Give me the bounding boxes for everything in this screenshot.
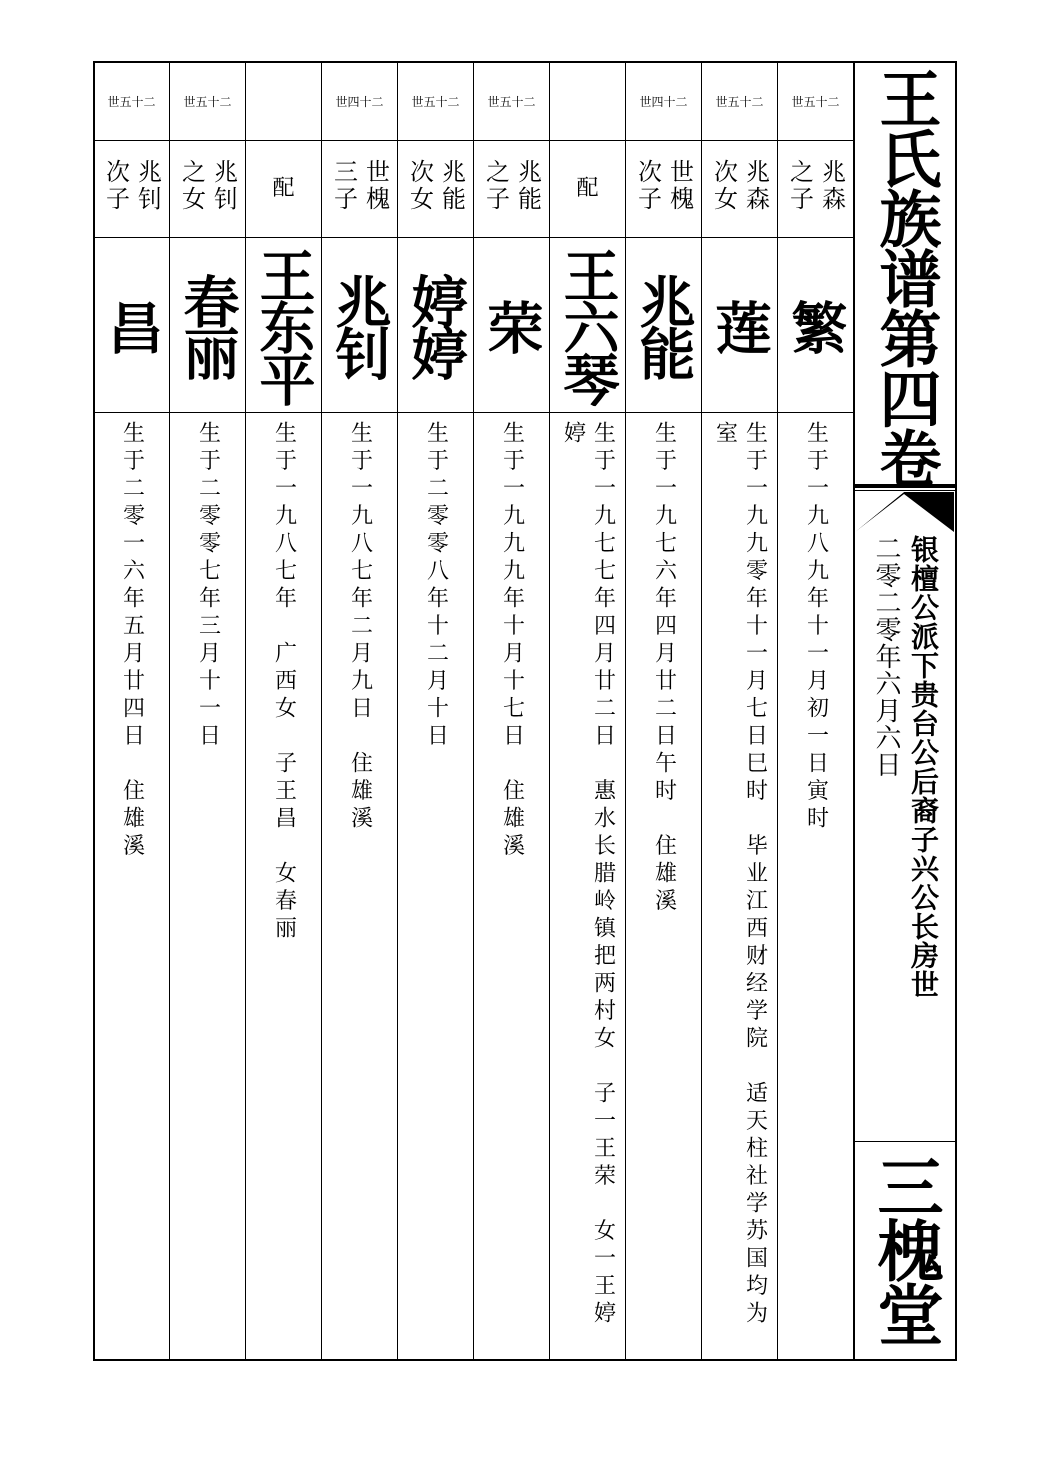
person-name: 婷婷 [402,273,469,377]
biography-text: 生于一九八七年 广西女 子王昌 女春丽 [271,421,297,944]
title-rule-thin [855,490,955,491]
generation-cell [778,63,853,141]
generation-cell [94,63,169,141]
biography-cell [170,413,245,1359]
person-name: 昌 [98,299,165,351]
relation-cell [246,141,321,238]
person-name-cell [702,238,777,413]
generation-label: 二十五世 [791,95,840,109]
parent-name: 兆钊 [209,159,238,213]
relation-cell [702,141,777,238]
generation-cell [398,63,473,141]
person-name: 春丽 [174,273,241,377]
biography-cell [778,413,853,1359]
relation-label: 次子 [101,159,130,213]
entry-column [322,63,398,1359]
entry-column [94,63,170,1359]
biography-cell [398,413,473,1359]
parent-name: 兆能 [513,159,542,213]
biography-text: 生于一九九零年十一月七日巳时 毕业江西财经学院 适天柱社学苏国均为 [742,421,768,1329]
person-name-cell [170,238,245,413]
generation-label: 二十五世 [107,95,156,109]
subtitle-block [855,535,955,999]
biography-cell [550,413,625,1359]
generation-label: 二十五世 [715,95,764,109]
biography-cell [246,413,321,1359]
relation-label: 配 [272,176,295,201]
relation-cell [626,141,701,238]
entry-column [246,63,322,1359]
relation-cell [170,141,245,238]
relation-label: 之子 [481,159,510,213]
biography-text: 生于二零零八年十二月十日 [423,421,449,751]
entry-column [474,63,550,1359]
parent-name: 兆森 [817,159,846,213]
generation-label: 二十五世 [183,95,232,109]
chevron-ornament [855,492,954,532]
book-title: 王氏族谱第四卷 [869,67,942,487]
person-name: 繁 [782,299,849,351]
biography-text: 室 [712,421,738,449]
biography-cell [94,413,169,1359]
hall-rule [855,1141,955,1142]
generation-cell [246,63,321,141]
parent-name: 兆能 [437,159,466,213]
relation-label: 次子 [633,159,662,213]
relation-cell [474,141,549,238]
generation-cell [322,63,397,141]
biography-text: 生于二零一六年五月廿四日 住雄溪 [119,421,145,861]
parent-name: 世槐 [665,159,694,213]
title-panel [854,63,955,1359]
generation-label: 二十五世 [411,95,460,109]
relation-label: 之女 [177,159,206,213]
biography-text: 生于一九八七年二月九日 住雄溪 [347,421,373,834]
entry-column [398,63,474,1359]
relation-label: 配 [576,176,599,201]
person-name: 莲 [706,299,773,351]
person-name-cell [550,238,625,413]
entry-column [550,63,626,1359]
entry-column [778,63,854,1359]
biography-text: 生于一九七七年四月廿二日 惠水长腊岭镇把两村女 子一王荣 女一王婷 [590,421,616,1329]
biography-text: 生于一九八九年十一月初一日寅时 [803,421,829,834]
generation-label: 二十四世 [639,95,688,109]
relation-cell [550,141,625,238]
generation-cell [170,63,245,141]
entry-column [626,63,702,1359]
relation-cell [398,141,473,238]
relation-label: 次女 [405,159,434,213]
hall-name: 三槐堂 [866,1153,944,1345]
person-name: 兆能 [630,273,697,377]
person-name-cell [94,238,169,413]
relation-label: 三子 [329,159,358,213]
person-name-cell [322,238,397,413]
parent-name: 兆钊 [133,159,162,213]
generation-cell [626,63,701,141]
relation-label: 之子 [785,159,814,213]
biography-text: 生于二零零七年三月十一日 [195,421,221,751]
generation-cell [474,63,549,141]
biography-text: 婷 [560,421,586,449]
genealogy-page [93,61,957,1361]
relation-cell [94,141,169,238]
parent-name: 世槐 [361,159,390,213]
biography-cell [702,413,777,1359]
person-name: 王六琴 [554,247,621,403]
biography-cell [626,413,701,1359]
generation-cell [702,63,777,141]
relation-label: 次女 [709,159,738,213]
generation-cell [550,63,625,141]
person-name-cell [778,238,853,413]
person-name-cell [246,238,321,413]
biography-text: 生于一九九九年十月十七日 住雄溪 [499,421,525,861]
lineage-subtitle: 银檀公派下贵台公后裔子兴公长房世 [907,535,940,999]
biography-text: 生于一九七六年四月廿二日午时 住雄溪 [651,421,677,916]
entry-column [170,63,246,1359]
generation-label: 二十五世 [487,95,536,109]
person-name: 兆钊 [326,273,393,377]
person-name-cell [474,238,549,413]
person-name: 王东平 [250,247,317,403]
compile-date: 二零二零年六月六日 [871,535,901,778]
parent-name: 兆森 [741,159,770,213]
entry-column [702,63,778,1359]
person-name: 荣 [478,299,545,351]
biography-cell [322,413,397,1359]
generation-label: 二十四世 [335,95,384,109]
biography-cell [474,413,549,1359]
person-name-cell [626,238,701,413]
relation-cell [322,141,397,238]
title-rule [855,484,955,488]
person-name-cell [398,238,473,413]
relation-cell [778,141,853,238]
